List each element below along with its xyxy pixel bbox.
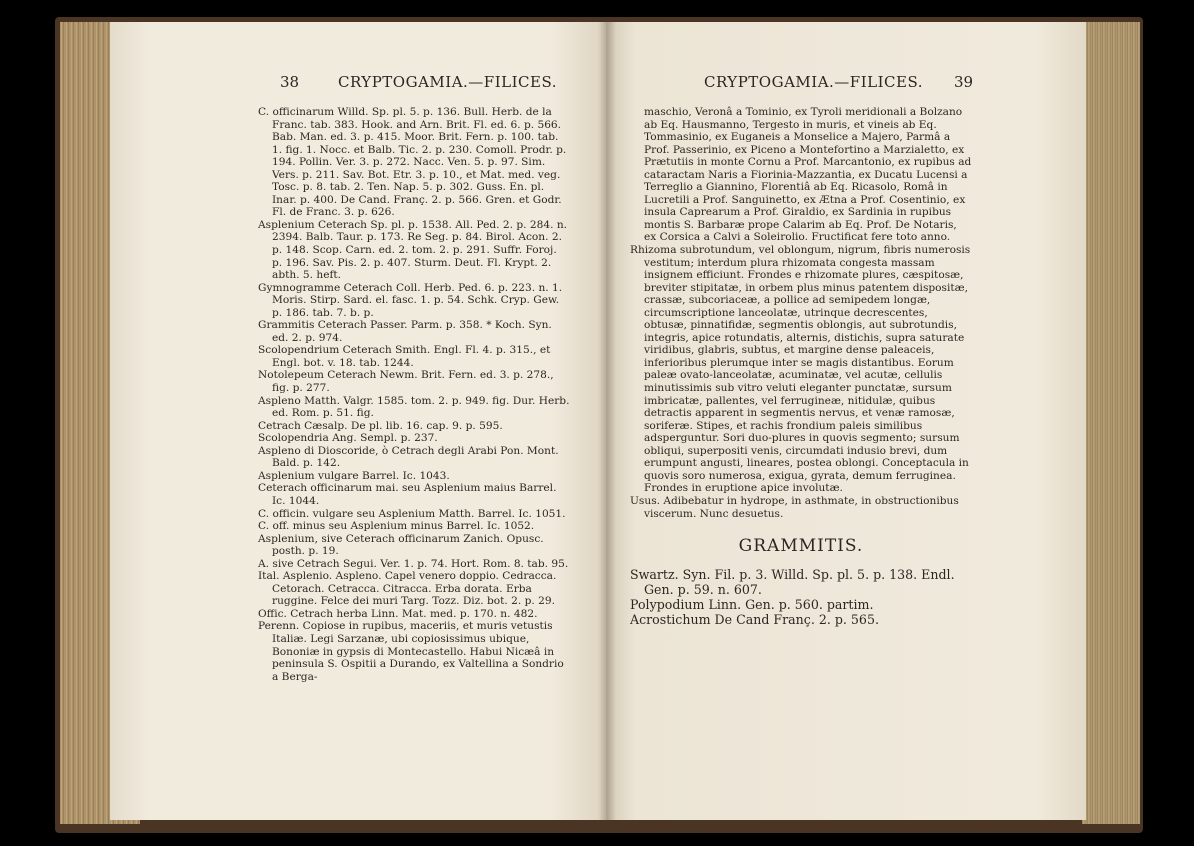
habitat-text: Perenn. Copiose in rupibus, maceriis, et muris vetustis Italiæ. Legi Sarzanæ, ubi copiosissimus ubique, Bononiæ in gypsis di Montecastello. Habui Nicæâ in peninsula S. Ospitii a Durando, ex Valtellina a Sondrio a Berga- (258, 620, 564, 683)
synonym-entry: C. off. minus seu Asplenium minus Barrel. Ic. 1052. (258, 520, 535, 533)
left-page (110, 22, 606, 820)
synonym-entry: C. officin. vulgare seu Asplenium Matth. Barrel. Ic. 1051. (258, 507, 566, 520)
right-column (630, 106, 972, 627)
synonym-entry: Ceterach officinarum mai. seu Asplenium maius Barrel. Ic. 1044. (258, 482, 557, 507)
genus-reference: Swartz. Syn. Fil. p. 3. Willd. Sp. pl. 5. p. 138. Endl. Gen. p. 59. n. 607. (630, 566, 955, 597)
synonym-entry: Aspleno di Dioscoride, ò Cetrach degli Arabi Pon. Mont. Bald. p. 142. (258, 444, 559, 470)
synonym-entry: Aspleno Matth. Valgr. 1585. tom. 2. p. 949. fig. Dur. Herb. ed. Rom. p. 51. fig. (258, 394, 570, 420)
right-page-edges (1082, 22, 1140, 824)
usus-paragraph: Usus. Adibebatur in hydrope, in asthmate, in obstructionibus viscerum. Nunc desuetus. (630, 494, 959, 520)
species-description: Rhizoma subrotundum, vel oblongum, nigrum, fibris numerosis vestitum; interdum plura rhizomata congesta massam insignem efficiunt. Frondes e rhizomate plures, cæspitosæ, breviter stipitatæ, in orbem plus minus patentem dispositæ, crassæ, subcoriaceæ, a pollice ad semipedem longæ, circumscriptione lanceolatæ, utrinque decrescentes, obtusæ, pinnatifidæ, segmentis oblongis, aut subrotundis, integris, apice rotundatis, alternis, distichis, supra saturate viridibus, glabris, subtus, et margine dense paleaceis, inferioribus plerumque inter se magis distantibus. Eorum paleæ ovato-lanceolatæ, acuminatæ, vel acutæ, cellulis minutissimis sub vitro veluti eleganter punctatæ, sursum imbricatæ, pallentes, vel ferrugineæ, nitidulæ, quibus detractis apparent in segmentis nervus, et venæ ramosæ, soriferæ. Stipes, et rachis frondium paleis similibus adsperguntur. Sori duo-plures in quovis segmento; sursum obliqui, superpositi venis, circumdati indusio brevi, dum erumpunt angusti, lineares, postea oblongi. Conceptacula in quovis soro numerosa, exigua, gyrata, demum ferruginea. Frondes in eruptione apice involutæ. (630, 244, 971, 495)
habitat-continuation: maschio, Veronâ a Tominio, ex Tyroli meridionali a Bolzano ab Eq. Hausmanno, Tergesto in muris, et vineis ab Eq. Tommasinio, ex Euganeis a Monselice a Majero, Parmâ a Prof. Passerinio, ex Piceno a Montefortino a Marzialetto, ex Prætutiis in monte Cornu a Prof. Marcantonio, ex rupibus ad cataractam Naris a Fiorinia-Mazzantia, ex Ducatu Lucensi a Terreglio a Giannino, Florentiâ ab Eq. Ricasolo, Româ in Lucretili a Prof. Sanguinetto, ex Ætna a Prof. Cosentinio, ex insula Caprearum a Prof. Giraldio, ex Sardinia in rupibus montis S. Barbaræ prope Calarim ab Eq. Prof. De Notaris, ex Corsica a Calvi a Soleirolio. Fructificat fere toto anno. (644, 106, 972, 244)
synonym-entry: Cetrach Cæsalp. De pl. lib. 16. cap. 9. p. 595. (258, 419, 503, 432)
right-page-number: 39 (954, 73, 974, 91)
synonym-entry: C. officinarum Willd. Sp. pl. 5. p. 136. Bull. Herb. de la Franc. tab. 383. Hook. and Arn. Brit. Fl. ed. 6. p. 566. Bab. Man. ed. 3. p. 415. Moor. Brit. Fern. p. 100. tab. 1. fig. 1. Nocc. et Balb. Tic. 2. p. 230. Comoll. Prodr. p. 194. Pollin. Ver. 3. p. 272. Nacc. Ven. 5. p. 97. Sim. Vers. p. 211. Sav. Bot. Etr. 3. p. 10., et Mat. med. veg. Tosc. p. 8. tab. 2. Ten. Nap. 5. p. 302. Guss. En. pl. Inar. p. 400. De Cand. Franç. 2. p. 566. Gren. et Godr. Fl. de Franc. 3. p. 626. (258, 106, 567, 219)
synonym-entry: Notolepeum Ceterach Newm. Brit. Fern. ed. 3. p. 278., fig. p. 277. (258, 369, 554, 395)
book-gutter (598, 22, 616, 820)
synonym-entry: Asplenium, sive Ceterach officinarum Zanich. Opusc. posth. p. 19. (258, 532, 544, 558)
synonym-entry: Gymnogramme Ceterach Coll. Herb. Ped. 6. p. 223. n. 1. Moris. Stirp. Sard. el. fasc. 1. p. 54. Schk. Cryp. Gew. p. 186. tab. 7. b. p. (258, 281, 563, 319)
section-title: GRAMMITIS. (738, 536, 864, 557)
genus-reference: Polypodium Linn. Gen. p. 560. partim. (630, 596, 874, 612)
italian-names: Ital. Asplenio. Aspleno. Capel venero doppio. Cedracca. Cetorach. Cetracca. Citracca. Erba dorata. Erba ruggine. Felce dei muri Targ. Tozz. Diz. bot. 2. p. 29. (258, 570, 557, 608)
left-column (258, 106, 570, 683)
synonym-entry: Asplenium Ceterach Sp. pl. p. 1538. All. Ped. 2. p. 284. n. 2394. Balb. Taur. p. 173. Re Seg. p. 84. Birol. Acon. 2. p. 148. Scop. Carn. ed. 2. tom. 2. p. 291. Suffr. Foroj. p. 196. Sav. Pis. 2. p. 407. Sturm. Deut. Fl. Krypt. 2. abth. 5. heft. (258, 218, 568, 282)
genus-references (630, 567, 972, 627)
left-page-header: CRYPTOGAMIA.—FILICES. (338, 73, 557, 91)
right-page (606, 22, 1086, 820)
synonym-entry: Grammitis Ceterach Passer. Parm. p. 358. * Koch. Syn. ed. 2. p. 974. (258, 319, 552, 344)
synonym-entry: Scolopendria Ang. Sempl. p. 237. (258, 432, 438, 445)
left-page-number: 38 (280, 73, 300, 91)
synonym-entry: A. sive Cetrach Segui. Ver. 1. p. 74. Hort. Rom. 8. tab. 95. (258, 557, 569, 570)
officinal-name: Offic. Cetrach herba Linn. Mat. med. p. 170. n. 482. (258, 607, 538, 620)
synonym-entry: Scolopendrium Ceterach Smith. Engl. Fl. 4. p. 315., et Engl. bot. v. 18. tab. 1244. (258, 344, 551, 369)
genus-reference: Acrostichum De Cand Franç. 2. p. 565. (630, 611, 879, 627)
right-page-header: CRYPTOGAMIA.—FILICES. (704, 73, 923, 91)
synonym-entry: Asplenium vulgare Barrel. Ic. 1043. (258, 469, 450, 482)
